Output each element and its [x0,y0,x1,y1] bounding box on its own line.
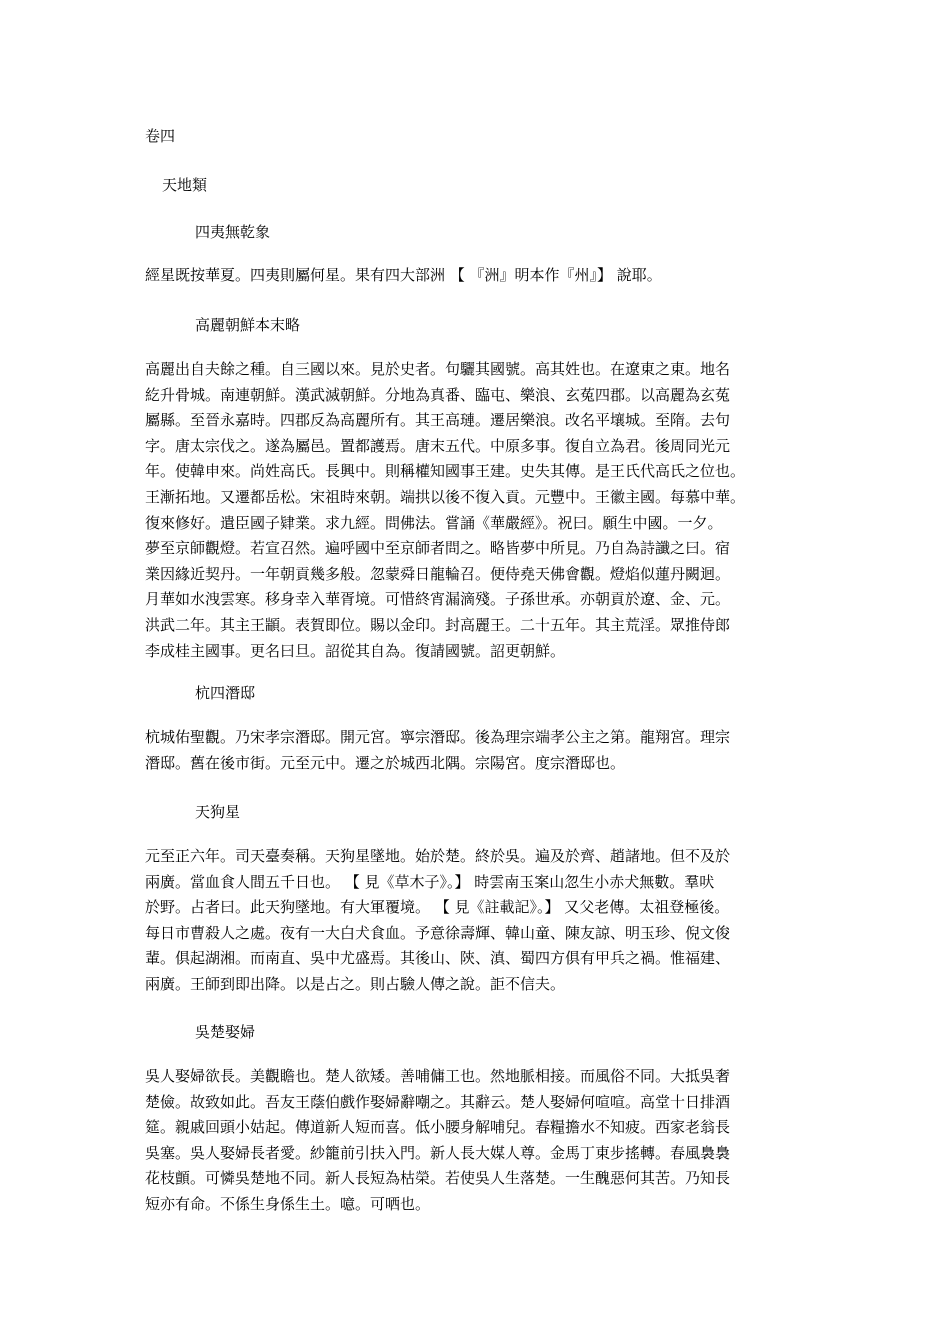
text-line: 於野。占者曰。此天狗墜地。有大軍覆境。 【 見《註載記》。】 又父老傳。太祖登極後。 [145,898,730,917]
section-body [145,357,825,664]
section-title: 四夷無乾象 [195,223,271,241]
text-line: 杭城佑聖觀。乃宋孝宗潛邸。開元宮。寧宗潛邸。後為理宗端孝公主之第。龍翔宮。理宗 [145,728,731,746]
text-line: 月華如水洩雲寒。移身幸入華胥境。可惜終宵漏滴殘。子孫世承。亦朝貢於遼、金、元。 [145,590,731,609]
section-title: 吳楚娶婦 [195,1023,256,1041]
section-body [145,725,825,776]
text-line: 字。唐太宗伐之。遂為屬邑。置都護焉。唐末五代。中原多事。復自立為君。後周同光元 [145,436,731,455]
text-line: 復來修好。遣臣國子肄業。求九經。問佛法。嘗誦《華嚴經》。祝曰。願生中國。一夕。 [145,513,723,532]
text-line: 年。使韓申來。尚姓高氏。長興中。則稱權知國事王建。史失其傳。是王氏代高氏之位也。 [145,462,746,481]
text-line: 花枝顫。可憐吳楚地不同。新人長短為枯榮。若使吳人生落楚。一生醜惡何其苦。乃知長 [145,1169,731,1188]
text-line: 每日市曹殺人之處。夜有一大白犬食血。予意徐壽輝、韓山童、陳友諒、明玉珍、倪文俊 [145,923,731,942]
text-line: 潛邸。舊在後市街。元至元中。遷之於城西北隅。宗陽宮。度宗潛邸也。 [145,753,626,772]
text-line: 筵。親戚回頭小姑起。傳道新人短而喜。低小腰身解哺兒。春糧擔水不知疲。西家老翁長 [145,1118,731,1137]
section-title: 高麗朝鮮本末略 [195,316,301,334]
text-line: 屬縣。至晉永嘉時。四郡反為高麗所有。其王高璉。遷居樂浪。改名平壤城。至隋。去句 [145,411,731,430]
volume-title: 卷四 [145,127,176,145]
text-line: 高麗出自夫餘之種。自三國以來。見於史者。句驪其國號。高其姓也。在遼東之東。地名 [145,360,731,378]
section-title: 天狗星 [195,803,241,821]
section-body [145,1064,825,1218]
text-line: 洪武二年。其主王顓。表賀即位。賜以金印。封高麗王。二十五年。其主荒淫。眾推侍郎 [145,615,731,634]
text-line: 輩。俱起湖湘。而南直、吳中尤盛焉。其後山、陝、滇、蜀四方俱有甲兵之禍。惟福建、 [145,949,731,968]
text-line: 元至正六年。司天臺奏稱。天狗星墜地。始於楚。終於吳。遍及於齊、趙諸地。但不及於 [145,847,731,865]
text-line: 紇升骨城。南連朝鮮。漢武滅朝鮮。分地為真番、臨屯、樂浪、玄菟四郡。以高麗為玄菟 [145,385,731,404]
text-line: 王漸拓地。又遷都岳松。宋祖時來朝。端拱以後不復入貢。元豐中。王徽主國。每慕中華。 [145,487,746,506]
text-line: 吳塞。吳人娶婦長者愛。紗籠前引扶入門。新人長大媒人尊。金馬丁東步搖轉。春風裊裊 [145,1143,731,1162]
text-line: 業因緣近契丹。一年朝貢幾多般。忽蒙舜日龍輪召。便侍堯天佛會觀。燈焰似蓮丹闕迴。 [145,564,731,583]
section-title: 杭四潛邸 [195,684,256,702]
category-title: 天地類 [162,176,208,194]
text-line: 夢至京師觀燈。若宣召然。遍呼國中至京師者問之。略皆夢中所見。乃自為詩讖之曰。宿 [145,539,731,558]
text-line: 短亦有命。不係生身係生土。噫。可哂也。 [145,1194,431,1213]
text-line: 兩廣。當血食人間五千日也。 【 見《草木子》。】 時雲南玉案山忽生小赤犬無數。羣吠 [145,872,715,891]
section-body [145,263,825,289]
text-line: 楚儉。故致如此。吾友王蔭伯戲作娶婦辭嘲之。其辭云。楚人娶婦何喧喧。高堂十日排酒 [145,1092,731,1111]
section-body [145,844,825,998]
text-line: 經星既按華夏。四夷則屬何星。果有四大部洲 【 『洲』明本作『州』】 說耶。 [145,266,662,284]
text-line: 李成桂主國事。更名曰旦。詔從其自為。復請國號。詔更朝鮮。 [145,641,566,660]
text-line: 吳人娶婦欲長。美觀瞻也。楚人欲矮。善哺傭工也。然地脈相接。而風俗不同。大抵吳奢 [145,1067,731,1085]
text-line: 兩廣。王師到即出降。以是占之。則占驗人傳之說。詎不信夫。 [145,974,566,993]
